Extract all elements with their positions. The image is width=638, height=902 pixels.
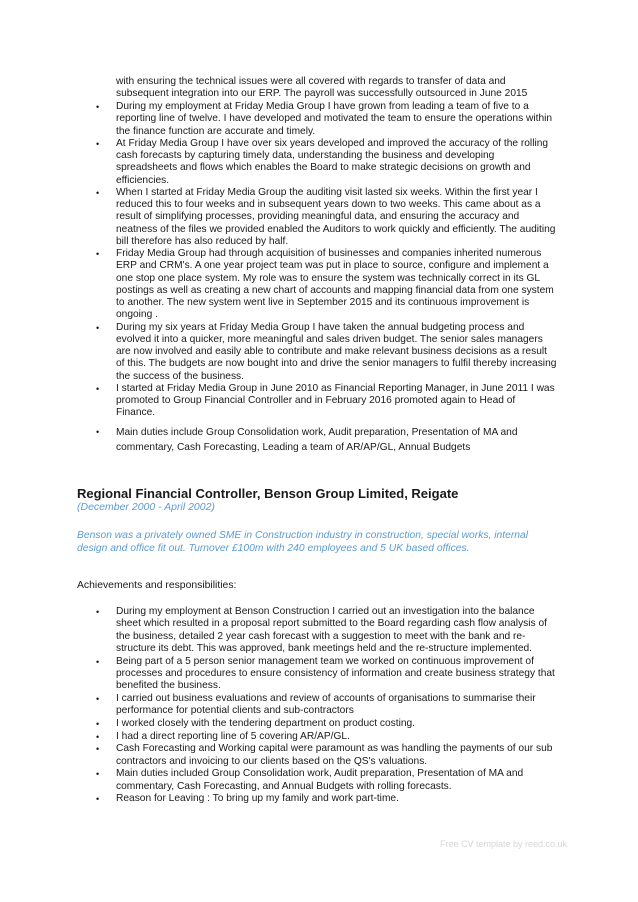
bullet-icon: • [96, 731, 100, 742]
footer-watermark: Free CV template by reed.co.uk [440, 839, 568, 849]
job-description: Benson was a privately owned SME in Construction industry in construction, special works, internal design and office fit out. Turnover £100m with 240 employees and 5 UK based offices. [77, 530, 528, 554]
bullet-icon: • [96, 187, 100, 198]
list-item [96, 793, 557, 805]
list-item [96, 730, 557, 743]
list-item [96, 606, 557, 655]
bullet-text: When I started at Friday Media Group the auditing visit lasted six weeks. Within the first year I reduced this to four weeks and in subsequent years down to two weeks. This came about as a result of simplifying processes, providing meaningful data, and ensuring the accuracy and neatness of the files we provided enabled the Auditors to work quickly and efficiently. The auditing bill therefore has also reduced by half. [116, 186, 556, 247]
list-item [96, 768, 557, 793]
list-item [96, 137, 557, 187]
list-item [96, 655, 557, 693]
achievements-heading: Achievements and responsibilities: [77, 580, 237, 591]
list-item [96, 186, 557, 248]
list-item [96, 321, 557, 383]
bullet-icon: • [96, 693, 100, 704]
list-item [96, 248, 557, 322]
list-item [96, 101, 557, 138]
bullet-text: During my employment at Benson Construction I carried out an investigation into the balance sheet which resulted in a proposal report submitted to the Board regarding cash flow analysis of the business, detailed 2 year cash forecast with a suggestion to meet with the bank and re-structure its debt. This was approved, bank meetings held and the re-structure implemented. [116, 606, 547, 654]
bullet-icon: • [96, 718, 100, 729]
bullet-icon: • [96, 249, 100, 259]
bullet-text: Reason for Leaving : To bring up my family and work part-time. [116, 793, 399, 805]
bullet-icon: • [96, 769, 100, 780]
bullet-icon: • [96, 607, 100, 617]
bullet-text: Main duties included Group Consolidation work, Audit preparation, Presentation of MA and commentary, Cash Forecasting, and Annual Budgets with rolling forecasts. [116, 768, 524, 792]
bullet-icon: • [96, 102, 100, 112]
bullet-icon: • [96, 383, 100, 394]
bullet-text: Main duties include Group Consolidation work, Audit preparation, Presentation of MA and commentary, Cash Forecasting, Leading a team of AR/AP/GL, Annual Budgets [116, 426, 518, 453]
bullet-text: At Friday Media Group I have over six years developed and improved the accuracy of the rolling cash forecasts by capturing timely data, understanding the business and developing spreadsheets and flows which enables the Board to make strategic decisions on growth and efficiencies. [116, 137, 549, 186]
list-item [96, 382, 557, 420]
job-dates: (December 2000 - April 2002) [77, 501, 215, 513]
list-item [96, 743, 557, 768]
bullet-icon: • [96, 744, 100, 755]
bullet-icon: • [96, 322, 100, 333]
bullet-icon: • [96, 794, 100, 805]
job-title: Regional Financial Controller, Benson Group Limited, Reigate [77, 486, 459, 501]
friday-media-bullets [96, 101, 557, 455]
bullet-icon: • [96, 426, 100, 437]
bullet-text: I started at Friday Media Group in June 2010 as Financial Reporting Manager, in June 2011 I was promoted to Group Financial Controller and in February 2016 promoted again to Head of Finance. [116, 382, 555, 419]
list-item [96, 717, 557, 730]
bullet-text: Cash Forecasting and Working capital were paramount as was handling the payments of our sub contractors and invoicing to our clients based on the QS's valuations. [116, 743, 553, 767]
bullet-text: Being part of a 5 person senior management team we worked on continuous improvement of processes and procedures to ensure consistency of information and create business strategy that benefited the business. [116, 655, 555, 691]
bullet-text: During my six years at Friday Media Group I have taken the annual budgeting process and evolved it into a quicker, more meaningful and sales driven budget. The senior sales managers are now involved and easily able to contribute and make relevant business decisions as a result of this. The budgets are now bought into and drive the senior managers to fulfil thereby increasing the success of the business. [116, 321, 557, 382]
bullet-text: Friday Media Group had through acquisition of businesses and companies inherited numerous ERP and CRM's. A one year project team was put in place to source, configure and implement a one stop one place system. My role was to ensure the system was technically correct in its GL postings as well as creating a new chart of accounts and mapping financial data from one system to another. The new system went live in September 2015 and its continuous improvement is ongoing . [116, 248, 554, 321]
list-item [96, 425, 557, 455]
bullet-text: I had a direct reporting line of 5 covering AR/AP/GL. [116, 730, 350, 742]
bullet-text: I carried out business evaluations and review of accounts of organisations to summarise their performance for potential clients and sub-contractors [116, 692, 536, 716]
bullet-icon: • [96, 656, 100, 667]
benson-bullets [96, 606, 557, 806]
bullet-icon: • [96, 138, 100, 149]
list-item [96, 692, 557, 718]
bullet-text: I worked closely with the tendering department on product costing. [116, 717, 415, 729]
bullet-text: During my employment at Friday Media Group I have grown from leading a team of five to a reporting line of twelve. I have developed and motivated the team to ensure the operations within the finance function are accurate and timely. [116, 101, 553, 137]
continuation-text: with ensuring the technical issues were all covered with regards to transfer of data and subsequent integration into our ERP. The payroll was successfully outsourced in June 2015 [116, 76, 528, 100]
